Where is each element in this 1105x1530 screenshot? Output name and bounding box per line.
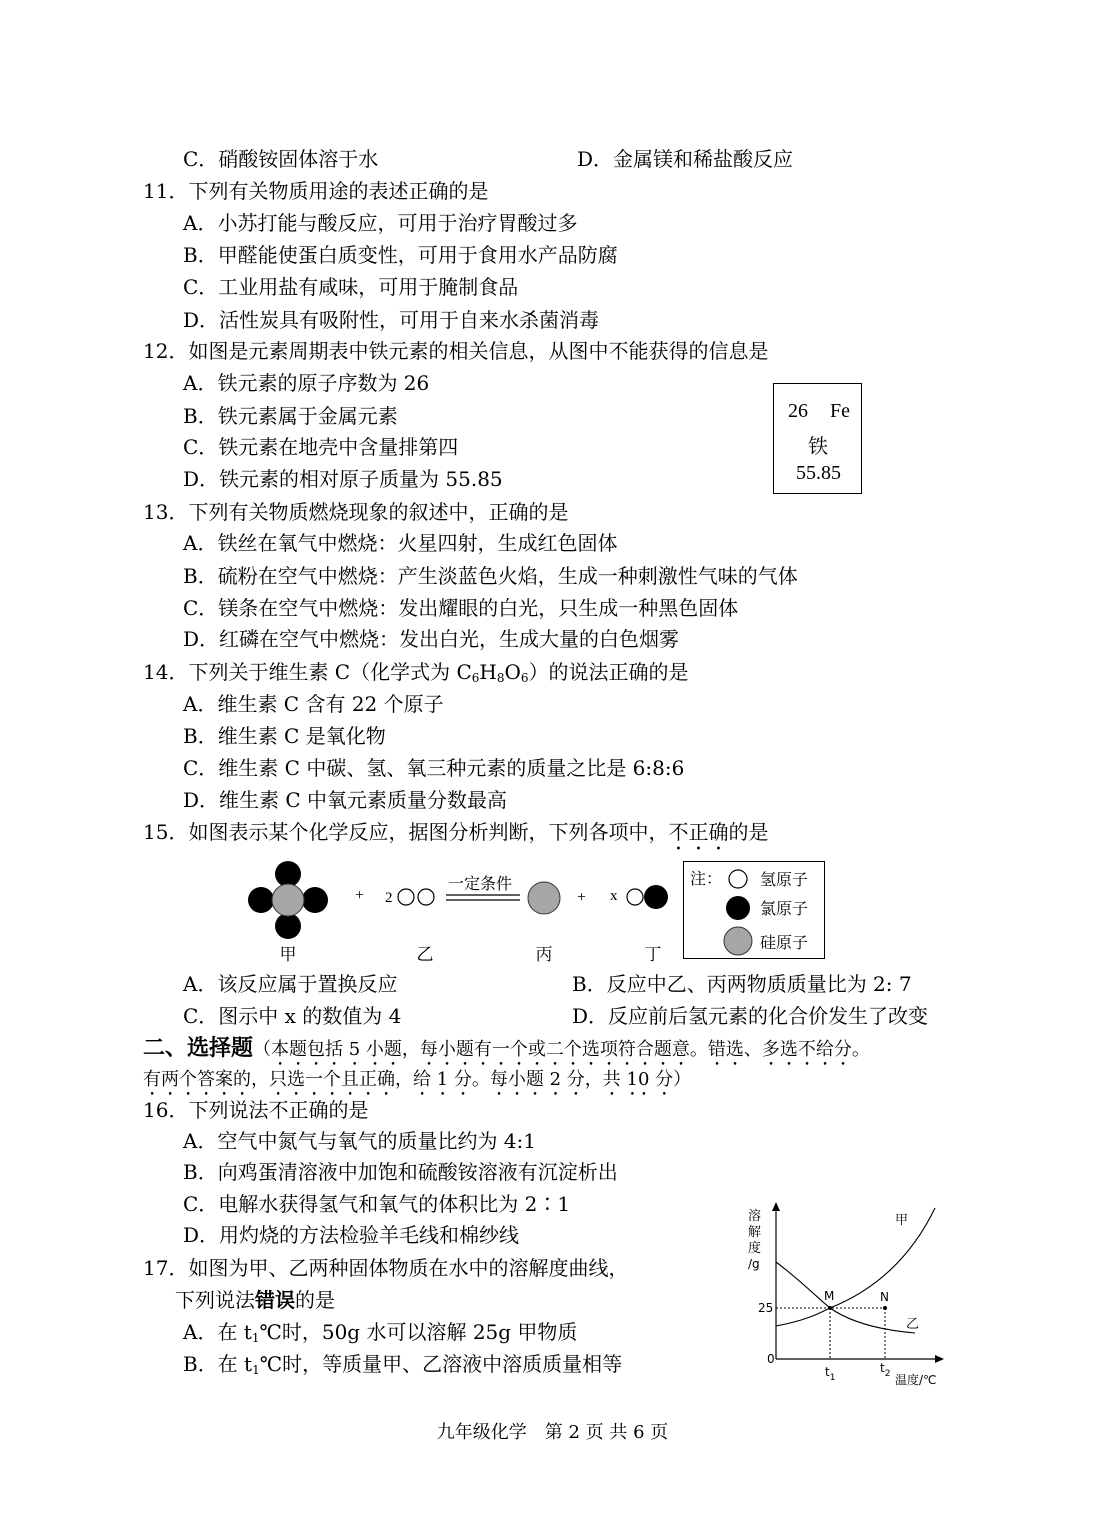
legend-note: 注： <box>690 869 723 888</box>
element-atomic-number: 26 <box>788 400 808 422</box>
label-bing: 丙 <box>535 945 553 965</box>
y-axis-label-char: 度 <box>748 1241 762 1256</box>
q14-stem-part: 14．下列关于维生素 C（化学式为 C <box>143 660 472 684</box>
q16-stem: 16．下列说法不正确的是 <box>143 1098 369 1122</box>
q12-option-b: B．铁元素属于金属元素 <box>183 404 398 428</box>
section2-title: 二、选择题 <box>143 1036 254 1061</box>
legend-chlorine-icon <box>726 896 750 920</box>
q11-option-c: C．工业用盐有咸味，可用于腌制食品 <box>183 275 519 299</box>
x-tick-t2-sub: 2 <box>884 1369 891 1379</box>
q13-option-d: D．红磷在空气中燃烧：发出白光，生成大量的白色烟雾 <box>183 627 680 651</box>
q17-option-part: B．在 t <box>183 1352 253 1376</box>
q17-option-part: ℃时，50g 水可以溶解 25g 甲物质 <box>259 1320 578 1344</box>
q14-option-c: C．维生素 C 中碳、氢、氧三种元素的质量之比是 6:8:6 <box>183 756 685 780</box>
q16-option-c: C．电解水获得氢气和氧气的体积比为 2∶1 <box>183 1192 571 1216</box>
coefficient-x: x <box>610 888 618 904</box>
y-axis-arrow <box>772 1202 780 1211</box>
temperature-subscript: 1 <box>251 1331 260 1345</box>
formula-subscript: 6 <box>471 671 480 685</box>
hydrogen-atom <box>627 889 643 905</box>
q15-stem-part: 的是 <box>728 820 769 844</box>
legend-silicon-icon <box>724 927 752 955</box>
q17-stem-part: 的是 <box>295 1288 335 1312</box>
q14-option-a: A．维生素 C 含有 22 个原子 <box>183 692 444 716</box>
q17-stem-line2 <box>175 1285 335 1315</box>
y-axis-label-char: 溶 <box>748 1209 762 1224</box>
q12-option-a: A．铁元素的原子序数为 26 <box>183 371 430 395</box>
label-ding: 丁 <box>644 945 662 965</box>
molecule-jia <box>248 861 328 939</box>
label-yi: 乙 <box>416 945 434 965</box>
q14-stem <box>143 657 689 693</box>
formula-subscript: 8 <box>496 671 505 685</box>
legend-chlorine-label: 氯原子 <box>760 899 809 918</box>
q15-option-a: A．该反应属于置换反应 <box>183 972 398 996</box>
q15-stem-part: 15．如图表示某个化学反应，据图分析判断，下列各项中， <box>143 820 669 844</box>
iron-element-card <box>773 383 862 494</box>
q17-option-b <box>183 1349 622 1385</box>
plus-sign: + <box>577 889 587 906</box>
chlorine-atom <box>644 885 668 909</box>
hydrogen-atom <box>418 889 434 905</box>
chlorine-atom <box>275 913 301 939</box>
element-atomic-mass: 55.85 <box>796 462 841 484</box>
q17-option-a <box>183 1317 577 1353</box>
legend-hydrogen-icon <box>729 870 747 888</box>
point-m <box>828 1306 832 1310</box>
q17-stem-part: 下列说法 <box>175 1288 255 1312</box>
q17-stem-bold: 错误 <box>255 1288 295 1312</box>
q17-option-part: A．在 t <box>183 1320 252 1344</box>
curve-jia <box>776 1208 935 1326</box>
molecule-yi <box>398 889 434 905</box>
x-tick-t2 <box>880 1361 890 1379</box>
q12-stem-emphasis: 不能 <box>608 339 649 363</box>
point-n <box>883 1306 887 1310</box>
temperature-subscript: 1 <box>252 1363 260 1377</box>
q16-option-b: B．向鸡蛋清溶液中加饱和硫酸铵溶液有沉淀析出 <box>183 1160 618 1184</box>
q15-stem <box>143 817 768 855</box>
q10-option-c: C．硝酸铵固体溶于水 <box>183 147 379 171</box>
y-axis-label-char: /g <box>748 1257 760 1271</box>
page-footer: 九年级化学 第 2 页 共 6 页 <box>436 1422 669 1443</box>
formula-element: O <box>504 660 521 684</box>
x-tick-t2-main: t <box>880 1361 885 1375</box>
solubility-chart <box>740 1200 950 1390</box>
q17-stem-line1: 17．如图为甲、乙两种固体物质在水中的溶解度曲线， <box>143 1256 629 1280</box>
q11-option-a: A．小苏打能与酸反应，可用于治疗胃酸过多 <box>183 211 578 235</box>
q16-option-d: D．用灼烧的方法检验羊毛线和棉纱线 <box>183 1223 520 1247</box>
hydrogen-atom <box>398 889 414 905</box>
plus-sign: + <box>355 887 365 904</box>
q11-stem: 11．下列有关物质用途的表述正确的是 <box>143 179 489 203</box>
legend-graphic <box>684 862 826 960</box>
label-n: N <box>880 1290 889 1304</box>
formula-element: H <box>479 660 497 684</box>
coefficient-2: 2 <box>385 890 393 906</box>
q14-option-d: D．维生素 C 中氧元素质量分数最高 <box>183 788 508 812</box>
q15-option-d: D．反应前后氢元素的化合价发生了改变 <box>572 1004 929 1028</box>
element-symbol: Fe <box>830 400 850 422</box>
q12-stem-part: 12．如图是元素周期表中铁元素的相关信息，从图中 <box>143 339 609 363</box>
q13-option-a: A．铁丝在氧气中燃烧：火星四射，生成红色固体 <box>183 531 618 555</box>
legend-hydrogen-label: 氢原子 <box>760 870 809 889</box>
label-jia: 甲 <box>279 945 297 965</box>
x-axis-arrow <box>935 1355 944 1363</box>
chlorine-atom <box>248 887 274 913</box>
q13-stem: 13．下列有关物质燃烧现象的叙述中，正确的是 <box>143 500 569 524</box>
chlorine-atom <box>275 861 301 887</box>
x-tick-t1 <box>825 1365 835 1383</box>
section2-description-text: 有两个答案的，只选一个且正确，给 1 分。每小题 2 分，共 10 分） <box>143 1069 692 1090</box>
section2-description-line1: （本题包括 5 小题，每小题有一个或二个选项符合题意。错选、多选不给分。 <box>253 1039 870 1060</box>
x-axis-label: 温度/℃ <box>895 1373 937 1387</box>
element-name: 铁 <box>808 436 828 458</box>
q13-option-b: B．硫粉在空气中燃烧：产生淡蓝色火焰，生成一种刺激性气味的气体 <box>183 564 798 588</box>
q15-option-c: C．图示中 x 的数值为 4 <box>183 1004 402 1028</box>
q11-option-d: D．活性炭具有吸附性，可用于自来水杀菌消毒 <box>183 308 600 332</box>
q16-option-a: A．空气中氮气与氧气的质量比约为 4:1 <box>183 1129 536 1153</box>
q14-option-b: B．维生素 C 是氧化物 <box>183 724 386 748</box>
curve-yi <box>776 1262 915 1333</box>
origin-label: 0 <box>767 1352 775 1366</box>
atom-legend <box>683 861 825 959</box>
chlorine-atom <box>302 887 328 913</box>
q12-stem <box>143 336 768 366</box>
molecule-bing-silicon-atom <box>528 882 560 914</box>
q17-option-part: ℃时，等质量甲、乙溶液中溶质质量相等 <box>259 1352 623 1376</box>
q12-option-d: D．铁元素的相对原子质量为 55.85 <box>183 467 503 491</box>
q10-option-d: D．金属镁和稀盐酸反应 <box>577 147 794 171</box>
legend-silicon-label: 硅原子 <box>760 933 809 952</box>
q11-option-b: B．甲醛能使蛋白质变性，可用于食用水产品防腐 <box>183 243 618 267</box>
q15-stem-emphasis: 不正确 <box>668 820 729 844</box>
q12-stem-part: 获得的信息是 <box>648 339 769 363</box>
q15-option-b: B．反应中乙、丙两物质质量比为 2: 7 <box>572 972 912 996</box>
label-m: M <box>824 1289 835 1303</box>
x-tick-t1-main: t <box>825 1365 830 1379</box>
reaction-condition: 一定条件 <box>448 874 513 893</box>
q13-option-c: C．镁条在空气中燃烧：发出耀眼的白光，只生成一种黑色固体 <box>183 596 739 620</box>
q14-stem-part: ）的说法正确的是 <box>528 660 689 684</box>
silicon-atom <box>272 884 304 916</box>
y-tick-25: 25 <box>758 1301 774 1315</box>
y-axis-label-char: 解 <box>748 1225 762 1240</box>
molecule-ding <box>627 885 668 909</box>
q12-option-c: C．铁元素在地壳中含量排第四 <box>183 435 459 459</box>
x-tick-t1-sub: 1 <box>829 1373 836 1383</box>
reaction-diagram <box>240 856 680 966</box>
formula-subscript: 6 <box>520 671 529 685</box>
series-label-jia: 甲 <box>895 1213 909 1228</box>
series-label-yi: 乙 <box>906 1317 920 1332</box>
